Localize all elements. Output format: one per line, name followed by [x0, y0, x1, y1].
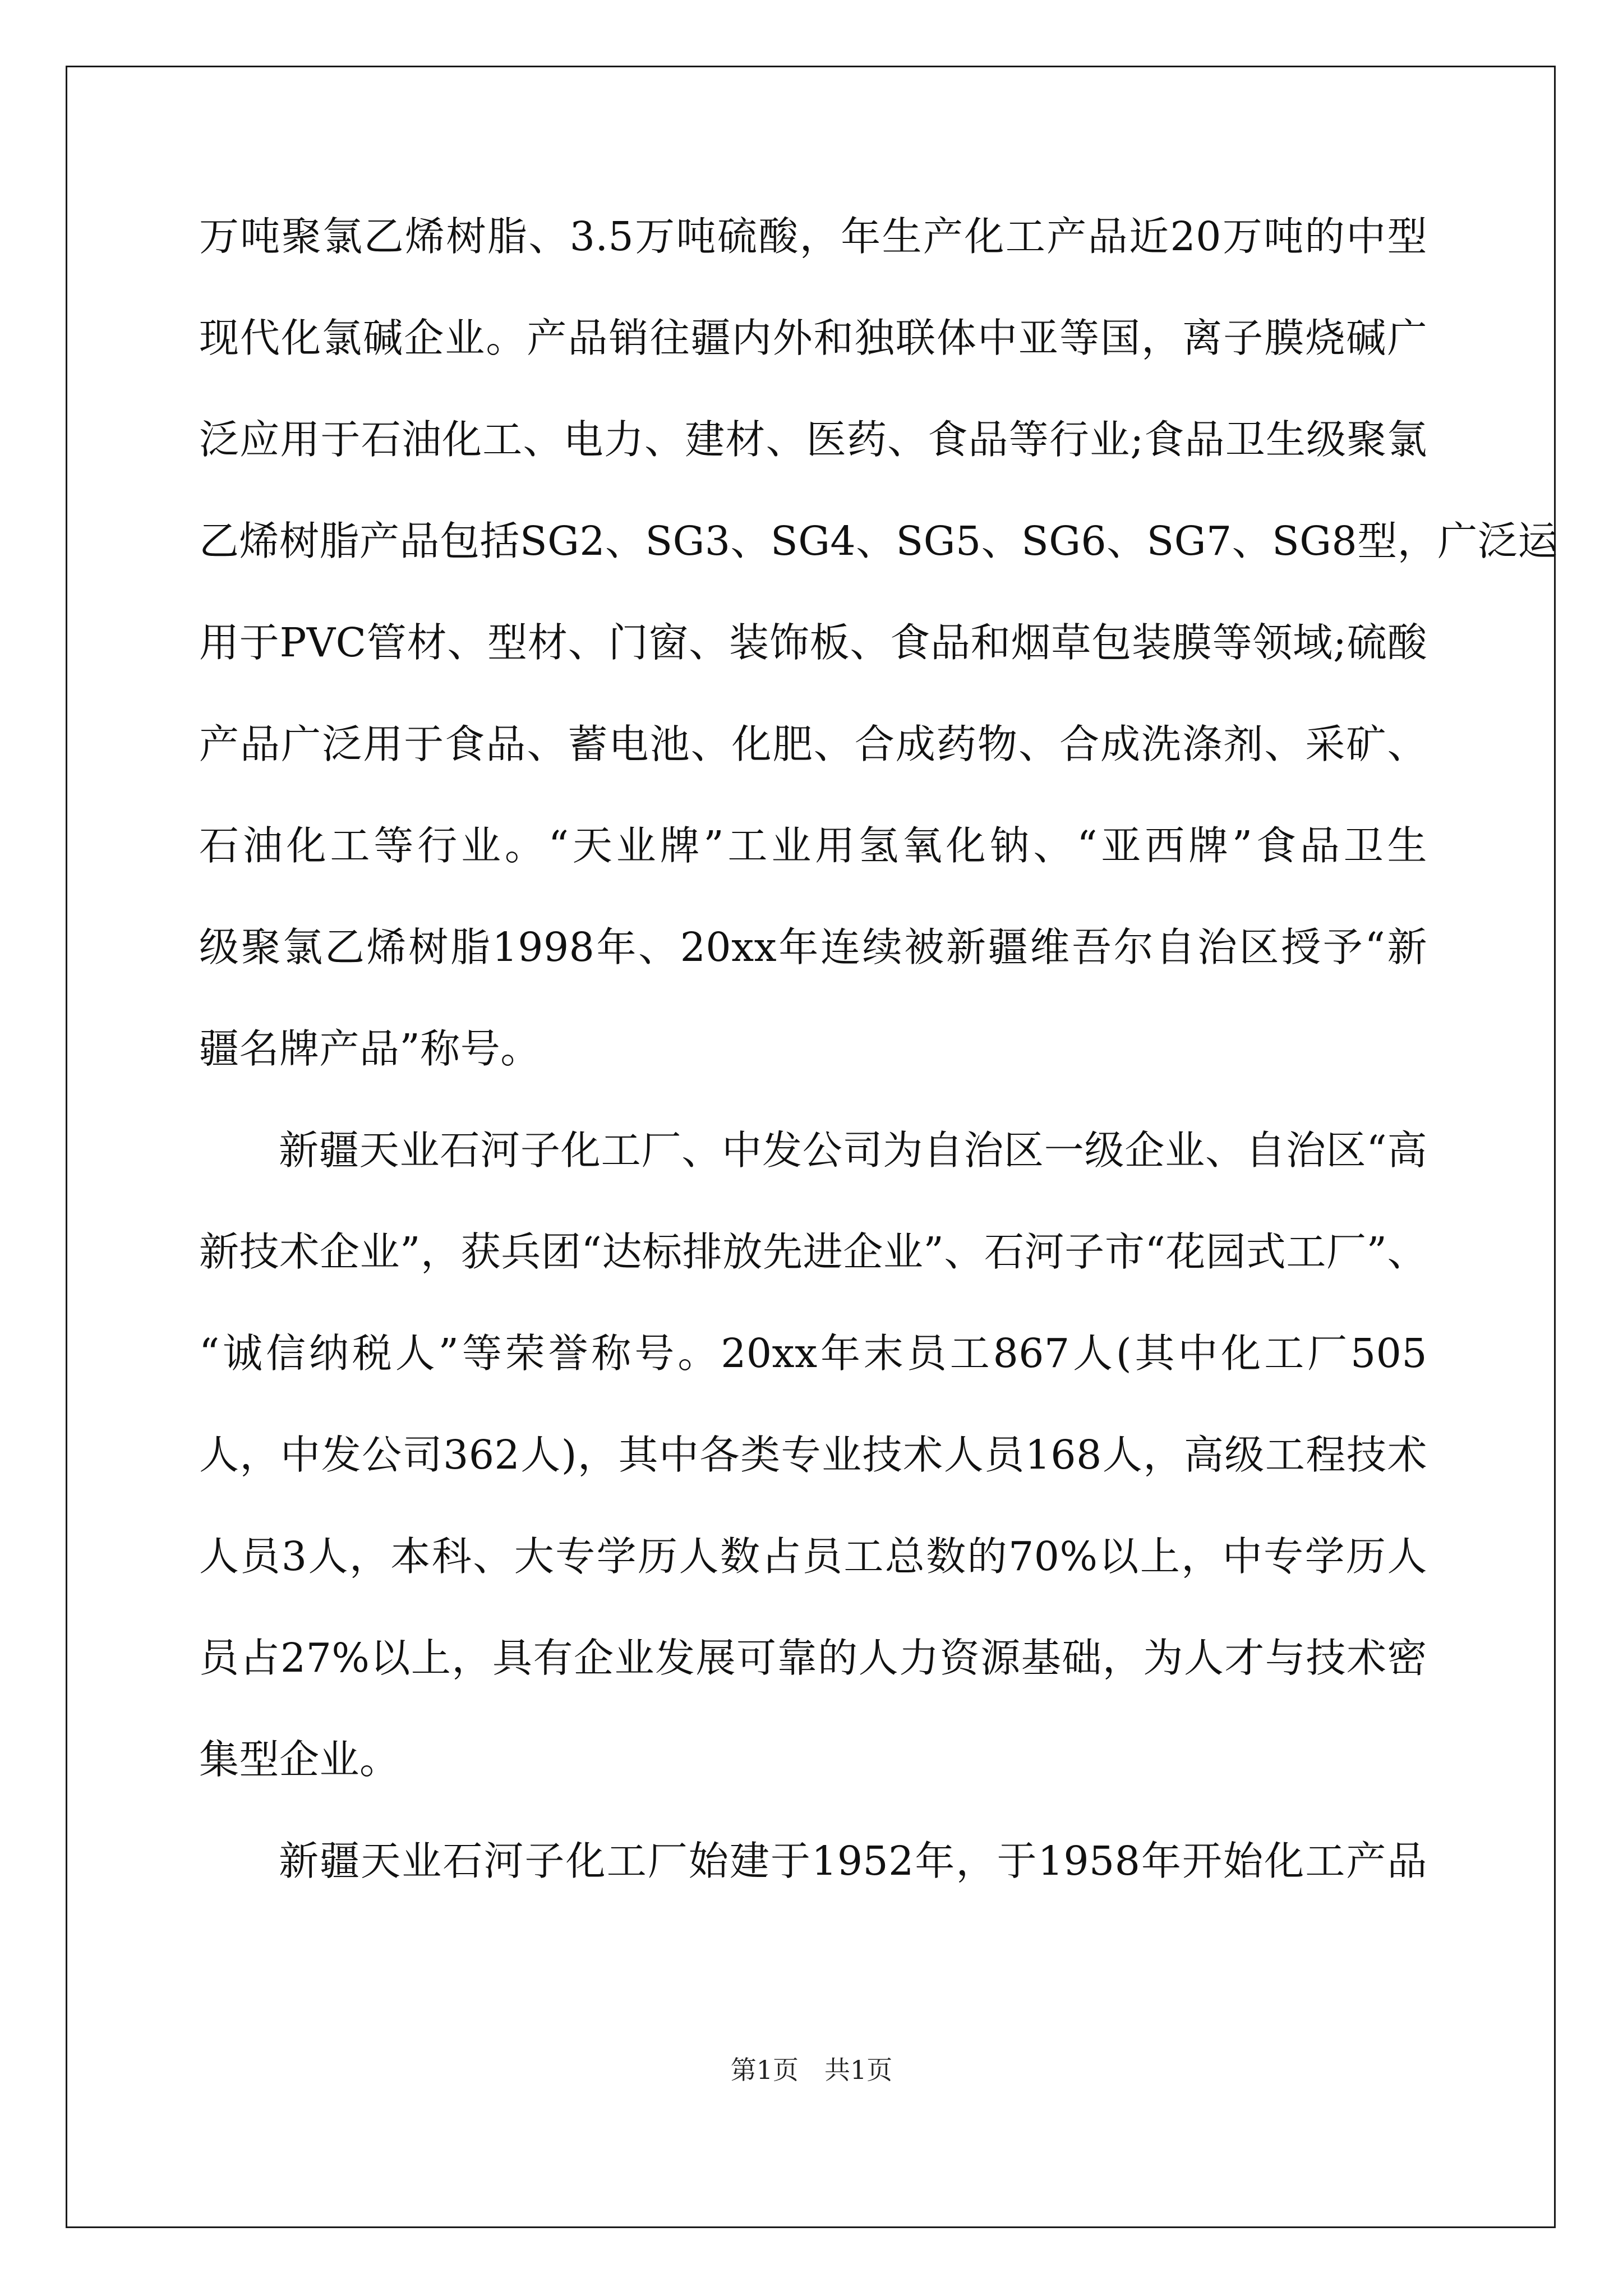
text-line: 人，中发公司362人)，其中各类专业技术人员168人，高级工程技术	[199, 1432, 1427, 1478]
text-line: 石油化工等行业。“天业牌”工业用氢氧化钠、“亚西牌”食品卫生	[199, 822, 1427, 869]
text-line: 新技术企业”，获兵团“达标排放先进企业”、石河子市“花园式工厂”、	[199, 1228, 1427, 1275]
text-line: 集型企业。	[199, 1736, 400, 1783]
paragraph-first-line: 新疆天业石河子化工厂、中发公司为自治区一级企业、自治区“高	[279, 1127, 1427, 1174]
text-line: 泛应用于石油化工、电力、建材、医药、食品等行业;食品卫生级聚氯	[199, 416, 1427, 463]
text-line: “诚信纳税人”等荣誉称号。20xx年末员工867人(其中化工厂505	[199, 1330, 1427, 1377]
text-line: 人员3人，本科、大专学历人数占员工总数的70%以上，中专学历人	[199, 1533, 1427, 1580]
paragraph-first-line: 新疆天业石河子化工厂始建于1952年，于1958年开始化工产品	[279, 1838, 1427, 1884]
text-line: 乙烯树脂产品包括SG2、SG3、SG4、SG5、SG6、SG7、SG8型，广泛运	[199, 518, 1558, 564]
text-line: 现代化氯碱企业。产品销往疆内外和独联体中亚等国，离子膜烧碱广	[199, 315, 1427, 361]
text-line: 万吨聚氯乙烯树脂、3.5万吨硫酸，年生产化工产品近20万吨的中型	[199, 213, 1427, 260]
text-line: 级聚氯乙烯树脂1998年、20xx年连续被新疆维吾尔自治区授予“新	[199, 924, 1427, 970]
text-line: 产品广泛用于食品、蓄电池、化肥、合成药物、合成洗涤剂、采矿、	[199, 721, 1427, 767]
text-line: 员占27%以上，具有企业发展可靠的人力资源基础，为人才与技术密	[199, 1635, 1427, 1681]
text-line: 用于PVC管材、型材、门窗、装饰板、食品和烟草包装膜等领域;硫酸	[199, 619, 1427, 666]
text-line: 疆名牌产品”称号。	[199, 1025, 541, 1072]
page-number-footer: 第1页 共1页	[730, 2055, 893, 2085]
